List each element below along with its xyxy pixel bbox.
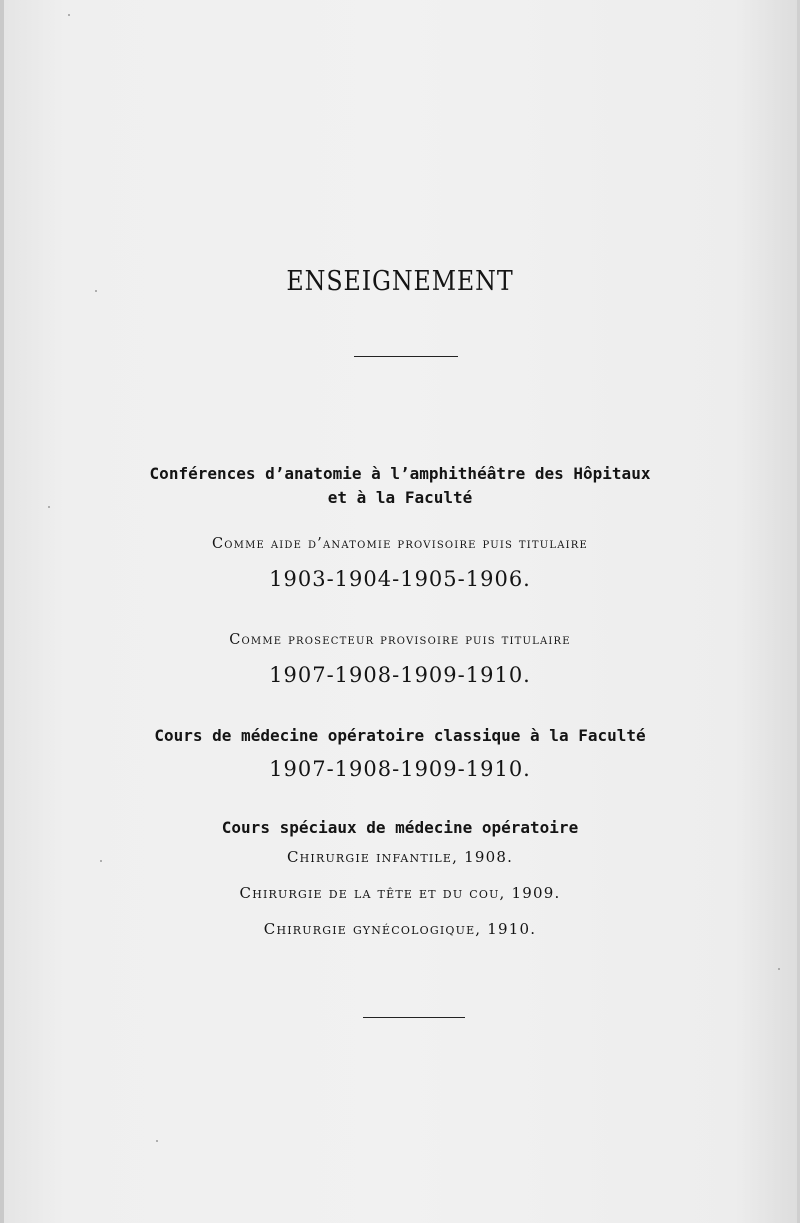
title-divider xyxy=(354,356,458,357)
prosecteur-role-line: Comme prosecteur provisoire puis titulaire xyxy=(229,632,571,648)
paper-speck xyxy=(778,968,780,970)
conferences-title-line2: et à la Faculté xyxy=(327,488,473,507)
aide-years-line: 1903-1904-1905-1906. xyxy=(269,567,531,591)
cours-classique-title: Cours de médecine opératoire classique à la Faculté xyxy=(154,726,646,745)
paper-speck xyxy=(156,1140,158,1142)
cours-speciaux-title: Cours spéciaux de médecine opératoire xyxy=(221,818,579,837)
cours-speciaux-item-infantile: Chirurgie infantile, 1908. xyxy=(286,848,514,866)
cours-speciaux-item-gynecologique: Chirurgie gynécologique, 1910. xyxy=(263,920,537,938)
prosecteur-years-line: 1907-1908-1909-1910. xyxy=(269,663,531,687)
closing-divider xyxy=(363,1017,465,1018)
paper-speck xyxy=(68,14,70,16)
aide-role-line: Comme aide d’anatomie provisoire puis titulaire xyxy=(211,536,589,552)
page-title: ENSEIGNEMENT xyxy=(286,266,514,297)
cours-classique-years: 1907-1908-1909-1910. xyxy=(269,757,531,781)
page-edge-left xyxy=(0,0,4,1223)
conferences-title-line1: Conférences d’anatomie à l’amphithéâtre des Hôpitaux xyxy=(149,464,651,483)
cours-speciaux-item-tete-cou: Chirurgie de la tête et du cou, 1909. xyxy=(239,884,561,902)
